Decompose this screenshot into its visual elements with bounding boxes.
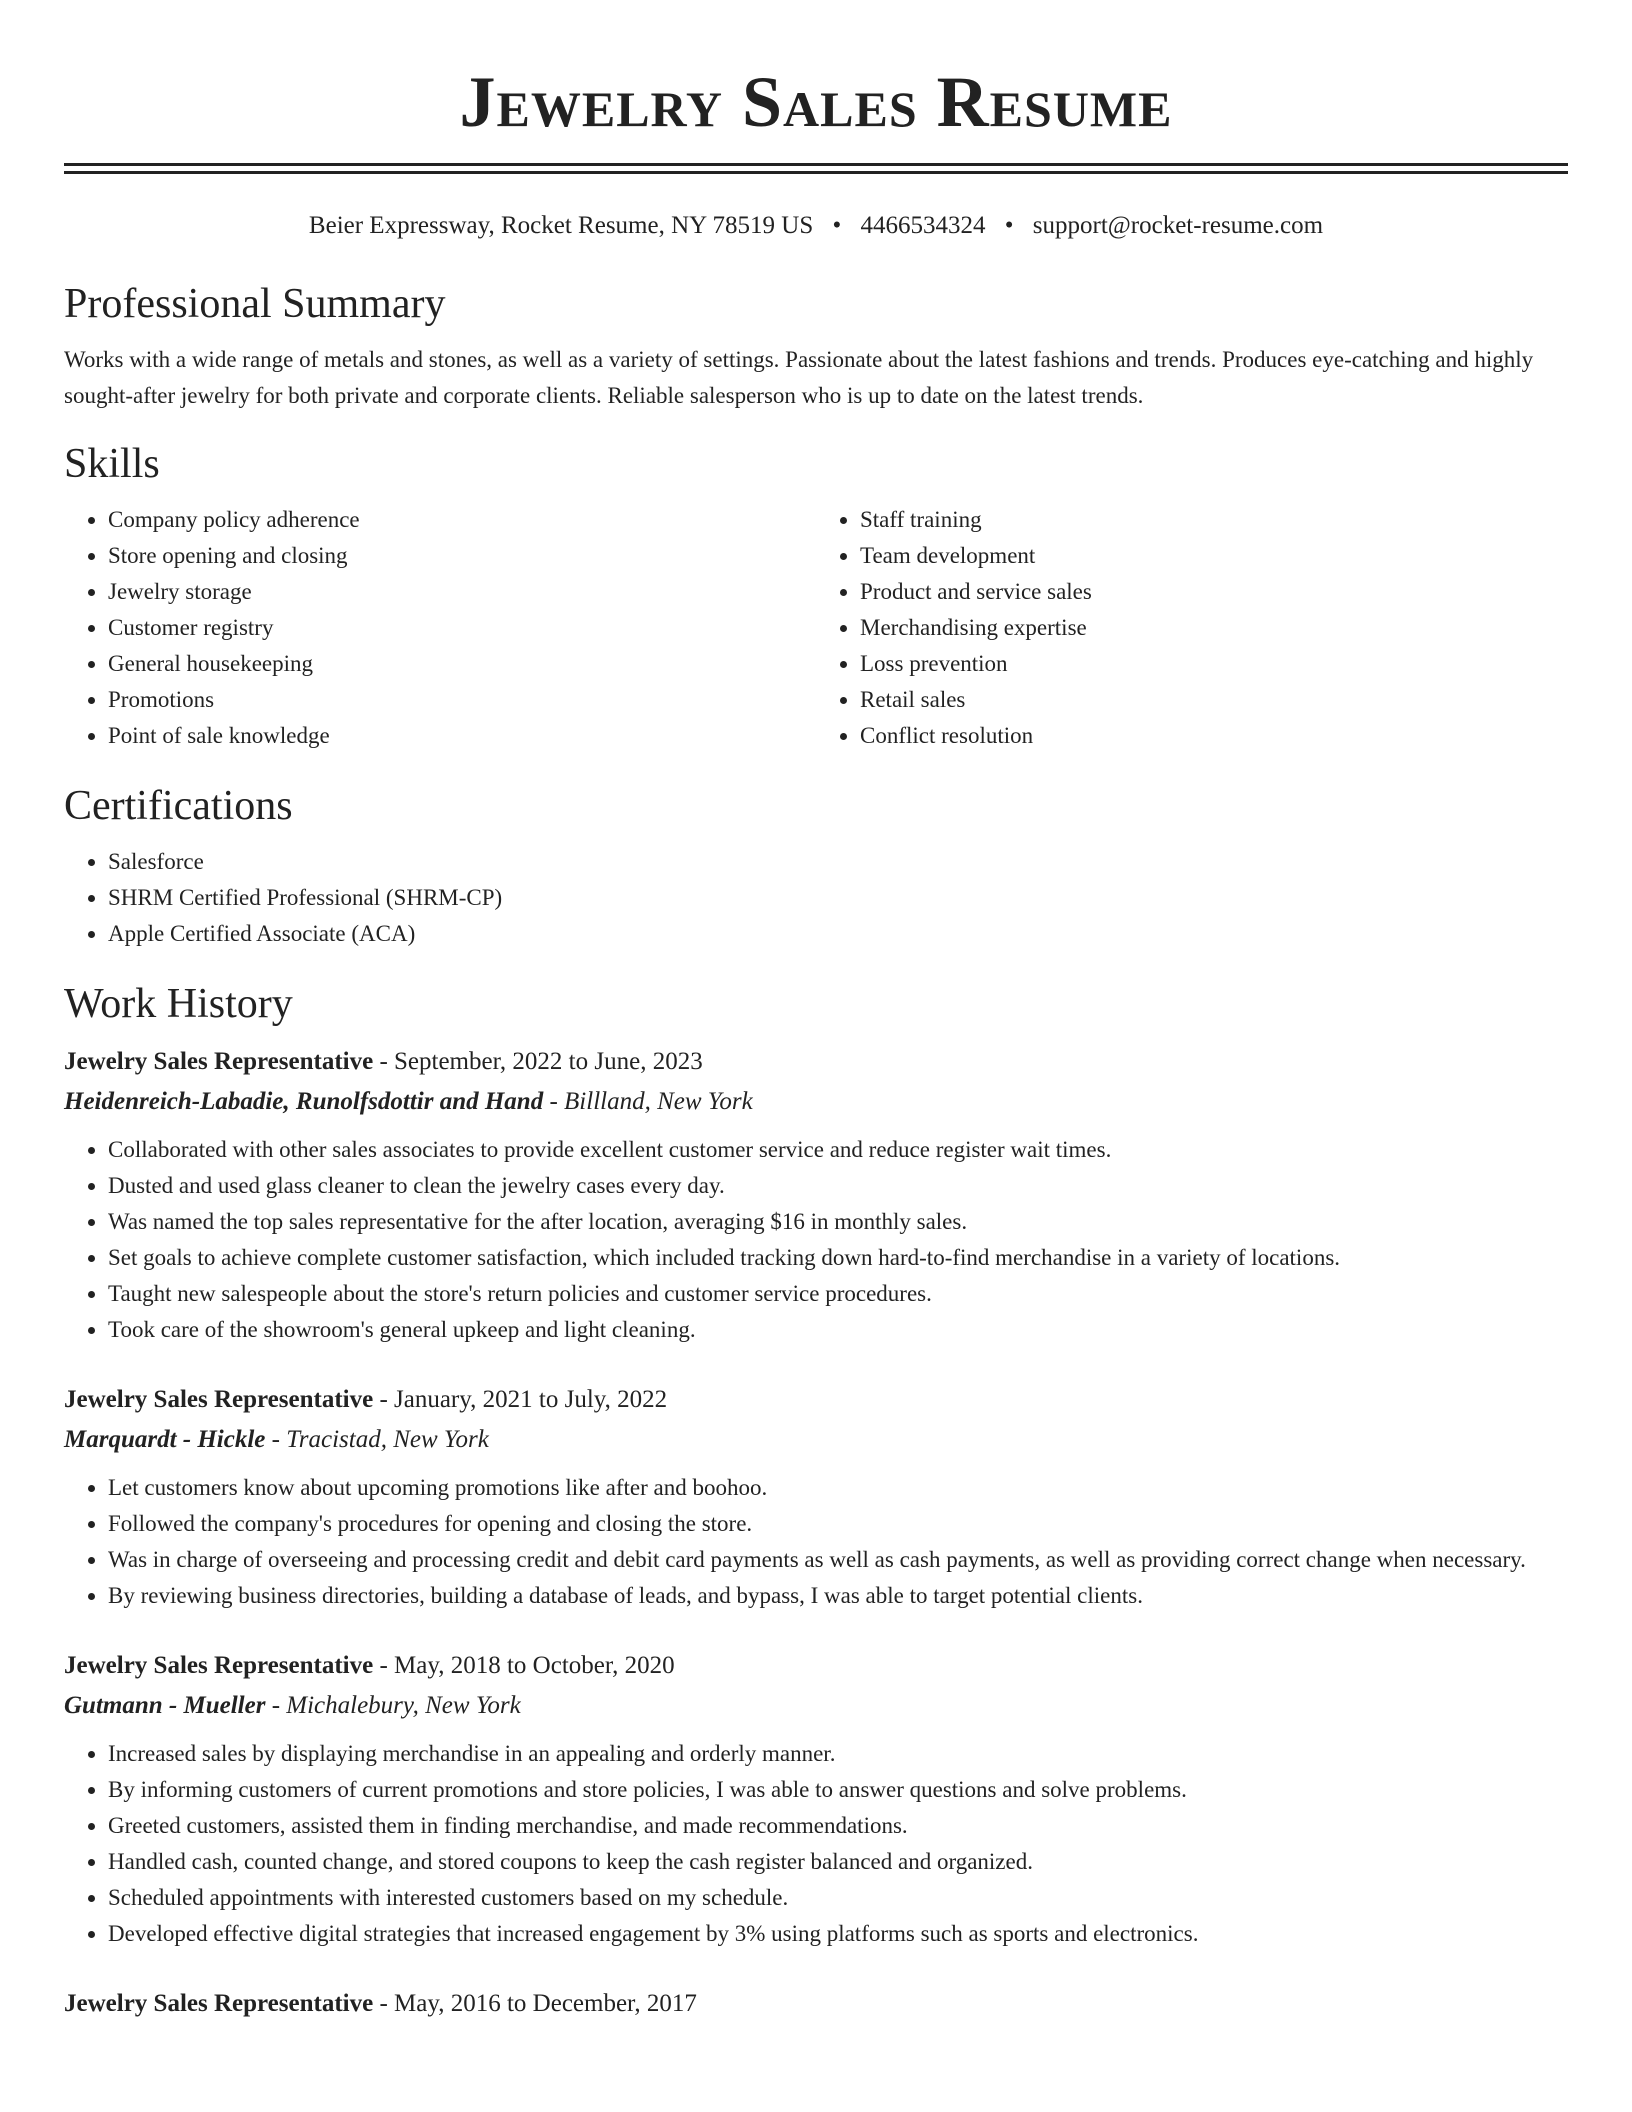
job-title-line	[64, 1042, 1568, 1082]
job-location: Michalebury, New York	[286, 1692, 521, 1719]
job-title-line	[64, 1646, 1568, 1686]
job-company: Gutmann - Mueller	[64, 1692, 266, 1719]
duty-item: • Let customers know about upcoming promotions like after and boohoo.	[108, 1470, 1568, 1506]
duty-item: • Was in charge of overseeing and processing credit and debit card payments as well as cash payments, as well as providing correct change when necessary.	[108, 1542, 1568, 1578]
skill-item: • Jewelry storage	[108, 574, 816, 610]
certification-item: • Apple Certified Associate (ACA)	[108, 916, 1568, 952]
contact-separator: •	[1004, 212, 1014, 239]
job-duties-list	[64, 1736, 1568, 1952]
certification-item: • Salesforce	[108, 844, 1568, 880]
certifications-heading: Certifications	[64, 783, 293, 829]
job-company: Heidenreich-Labadie, Runolfsdottir and Hand	[64, 1088, 544, 1115]
duty-item: • Took care of the showroom's general upkeep and light cleaning.	[108, 1312, 1568, 1348]
certifications-list	[64, 844, 1568, 952]
work-history-section	[64, 978, 1568, 2024]
job-dash: -	[373, 1386, 395, 1413]
job-dash: -	[373, 1048, 395, 1075]
contact-separator: •	[832, 212, 842, 239]
duty-item: • Dusted and used glass cleaner to clean the jewelry cases every day.	[108, 1168, 1568, 1204]
job-company: Marquardt - Hickle	[64, 1426, 266, 1453]
job-duties-list	[64, 1470, 1568, 1614]
job-location: Tracistad, New York	[286, 1426, 489, 1453]
job-entry	[64, 1380, 1568, 1614]
summary-heading: Professional Summary	[64, 281, 446, 327]
skill-item: • Loss prevention	[860, 646, 1568, 682]
skills-left-list	[64, 502, 816, 754]
job-entry	[64, 1042, 1568, 1348]
job-company-line	[64, 1420, 1568, 1460]
job-company-line	[64, 1082, 1568, 1122]
skill-item: • Promotions	[108, 682, 816, 718]
job-entry	[64, 1646, 1568, 1952]
job-dash: -	[543, 1088, 565, 1115]
job-title-line	[64, 1984, 1568, 2024]
job-dates: May, 2016 to December, 2017	[394, 1990, 697, 2017]
skill-item: • Team development	[860, 538, 1568, 574]
contact-line	[64, 210, 1568, 242]
skills-section	[64, 438, 1568, 754]
duty-item: • Scheduled appointments with interested customers based on my schedule.	[108, 1880, 1568, 1916]
skill-item: • Conflict resolution	[860, 718, 1568, 754]
duty-item: • Taught new salespeople about the store's return policies and customer service procedures.	[108, 1276, 1568, 1312]
duty-item: • Greeted customers, assisted them in finding merchandise, and made recommendations.	[108, 1808, 1568, 1844]
duty-item: • Collaborated with other sales associates to provide excellent customer service and reduce register wait times.	[108, 1132, 1568, 1168]
duty-item: • Was named the top sales representative for the after location, averaging $16 in monthly sales.	[108, 1204, 1568, 1240]
job-role: Jewelry Sales Representative	[64, 1652, 374, 1679]
duty-item: • By informing customers of current promotions and store policies, I was able to answer questions and solve problems.	[108, 1772, 1568, 1808]
skill-item: • Merchandising expertise	[860, 610, 1568, 646]
summary-text: Works with a wide range of metals and stones, as well as a variety of settings. Passionate about the latest fashions and trends. Produces eye-catching and highly sought-after jewelry for both private and corporate clients. Reliable salesperson who is up to date on the latest trends.	[64, 347, 1534, 408]
skill-item: • Product and service sales	[860, 574, 1568, 610]
job-dash: -	[373, 1990, 395, 2017]
skills-columns	[64, 502, 1568, 754]
skill-item: • Company policy adherence	[108, 502, 816, 538]
certifications-section	[64, 780, 1568, 952]
certification-item: • SHRM Certified Professional (SHRM-CP)	[108, 880, 1568, 916]
resume-title: Jewelry Sales Resume	[459, 62, 1173, 142]
resume-page	[64, 0, 1568, 2024]
summary-section	[64, 278, 1568, 414]
job-entry	[64, 1984, 1568, 2024]
job-role: Jewelry Sales Representative	[64, 1386, 374, 1413]
skill-item: • Store opening and closing	[108, 538, 816, 574]
duty-item: • Increased sales by displaying merchandise in an appealing and orderly manner.	[108, 1736, 1568, 1772]
job-dash: -	[265, 1426, 287, 1453]
job-dates: September, 2022 to June, 2023	[394, 1048, 703, 1075]
duty-item: • Set goals to achieve complete customer satisfaction, which included tracking down hard-to-find merchandise in a variety of locations.	[108, 1240, 1568, 1276]
job-role: Jewelry Sales Representative	[64, 1048, 374, 1075]
job-dates: May, 2018 to October, 2020	[394, 1652, 675, 1679]
duty-item: • Followed the company's procedures for opening and closing the store.	[108, 1506, 1568, 1542]
contact-address: Beier Expressway, Rocket Resume, NY 78519 US	[308, 212, 814, 239]
title-double-rule	[64, 163, 1568, 174]
skill-item: • Retail sales	[860, 682, 1568, 718]
skill-item: • Customer registry	[108, 610, 816, 646]
contact-phone: 4466534324	[860, 212, 986, 239]
skills-right-list	[816, 502, 1568, 754]
skills-heading: Skills	[64, 441, 160, 487]
skill-item: • Point of sale knowledge	[108, 718, 816, 754]
duty-item: • By reviewing business directories, building a database of leads, and bypass, I was able to target potential clients.	[108, 1578, 1568, 1614]
skill-item: • Staff training	[860, 502, 1568, 538]
contact-email: support@rocket-resume.com	[1032, 212, 1324, 239]
job-duties-list	[64, 1132, 1568, 1348]
job-dash: -	[265, 1692, 287, 1719]
job-role: Jewelry Sales Representative	[64, 1990, 374, 2017]
job-dash: -	[373, 1652, 395, 1679]
duty-item: • Handled cash, counted change, and stored coupons to keep the cash register balanced and organized.	[108, 1844, 1568, 1880]
job-location: Billland, New York	[564, 1088, 753, 1115]
work-history-heading: Work History	[64, 981, 293, 1027]
duty-item: • Developed effective digital strategies that increased engagement by 3% using platforms such as sports and electronics.	[108, 1916, 1568, 1952]
job-title-line	[64, 1380, 1568, 1420]
job-company-line	[64, 1686, 1568, 1726]
skill-item: • General housekeeping	[108, 646, 816, 682]
job-dates: January, 2021 to July, 2022	[394, 1386, 668, 1413]
